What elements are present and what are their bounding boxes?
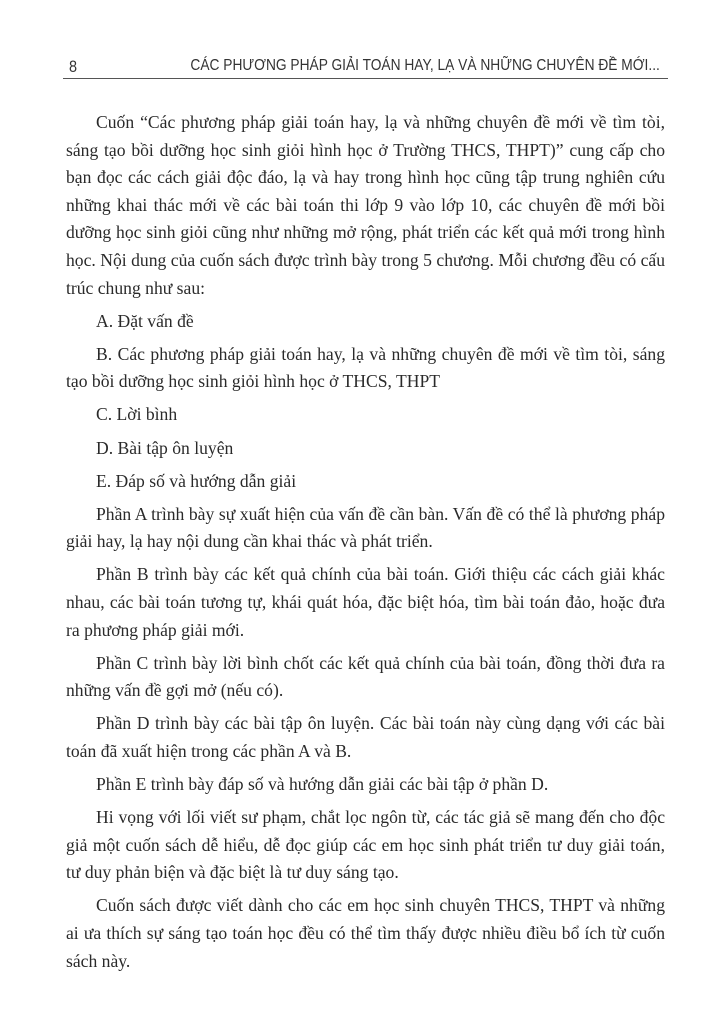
part-d-paragraph: Phần D trình bày các bài tập ôn luyện. Các bài toán này cùng dạng với các bài toán đã xuất hiện trong các phần A và B. (66, 713, 665, 761)
audience-paragraph: Cuốn sách được viết dành cho các em học sinh chuyên THCS, THPT và những ai ưa thích sự sáng tạo toán học đều có thể tìm thấy được nhiều điều bổ ích từ cuốn sách này. (66, 895, 665, 971)
running-title: CÁC PHƯƠNG PHÁP GIẢI TOÁN HAY, LẠ VÀ NHỮNG CHUYÊN ĐỀ MỚI... (190, 57, 660, 74)
part-c-paragraph: Phần C trình bày lời bình chốt các kết quả chính của bài toán, đồng thời đưa ra những vấn đề gợi mở (nếu có). (66, 652, 665, 701)
intro-paragraph: Cuốn “Các phương pháp giải toán hay, lạ và những chuyên đề mới về tìm tòi, sáng tạo bồi dưỡng học sinh giỏi hình học ở Trường THCS, THPT)” cung cấp cho bạn đọc các cách giải độc đáo, lạ và hay trong hình học cũng tập trung nghiên cứu những khai thác mới về các bài toán thi lớp 9 vào lớp 10, các chuyên đề mới bồi dưỡng học sinh giỏi cũng như những mở rộng, phát triển các kết quả mới trong hình học. Nội dung của cuốn sách được trình bày trong 5 chương. Mỗi chương đều có cấu trúc chung như sau: (66, 112, 665, 298)
structure-item-d: D. Bài tập ôn luyện (96, 437, 234, 458)
part-a-paragraph: Phần A trình bày sự xuất hiện của vấn đề cần bàn. Vấn đề có thể là phương pháp giải hay, lạ hay nội dung cần khai thác và phát triển. (66, 503, 665, 552)
structure-item-b: B. Các phương pháp giải toán hay, lạ và những chuyên đề mới về tìm tòi, sáng tạo bồi dưỡng học sinh giỏi hình học ở THCS, THPT (66, 343, 665, 392)
page-header (63, 52, 668, 79)
part-e-paragraph: Phần E trình bày đáp số và hướng dẫn giải các bài tập ở phần D. (96, 774, 549, 795)
hope-paragraph: Hi vọng với lối viết sư phạm, chắt lọc ngôn từ, các tác giả sẽ mang đến cho độc giả một cuốn sách dễ hiểu, dễ đọc giúp các em học sinh phát triển tư duy giải toán, tư duy phản biện và đặc biệt là tư duy sáng tạo. (66, 807, 665, 883)
structure-item-a: A. Đặt vấn đề (96, 310, 194, 331)
structure-item-e: E. Đáp số và hướng dẫn giải (96, 470, 297, 491)
part-b-paragraph: Phần B trình bày các kết quả chính của bài toán. Giới thiệu các cách giải khác nhau, các bài toán tương tự, khái quát hóa, đặc biệt hóa, tìm bài toán đảo, hoặc đưa ra phương pháp giải mới. (66, 564, 665, 640)
page-body (66, 109, 665, 981)
page-number: 8 (69, 57, 78, 76)
structure-item-c: C. Lời bình (96, 404, 178, 425)
